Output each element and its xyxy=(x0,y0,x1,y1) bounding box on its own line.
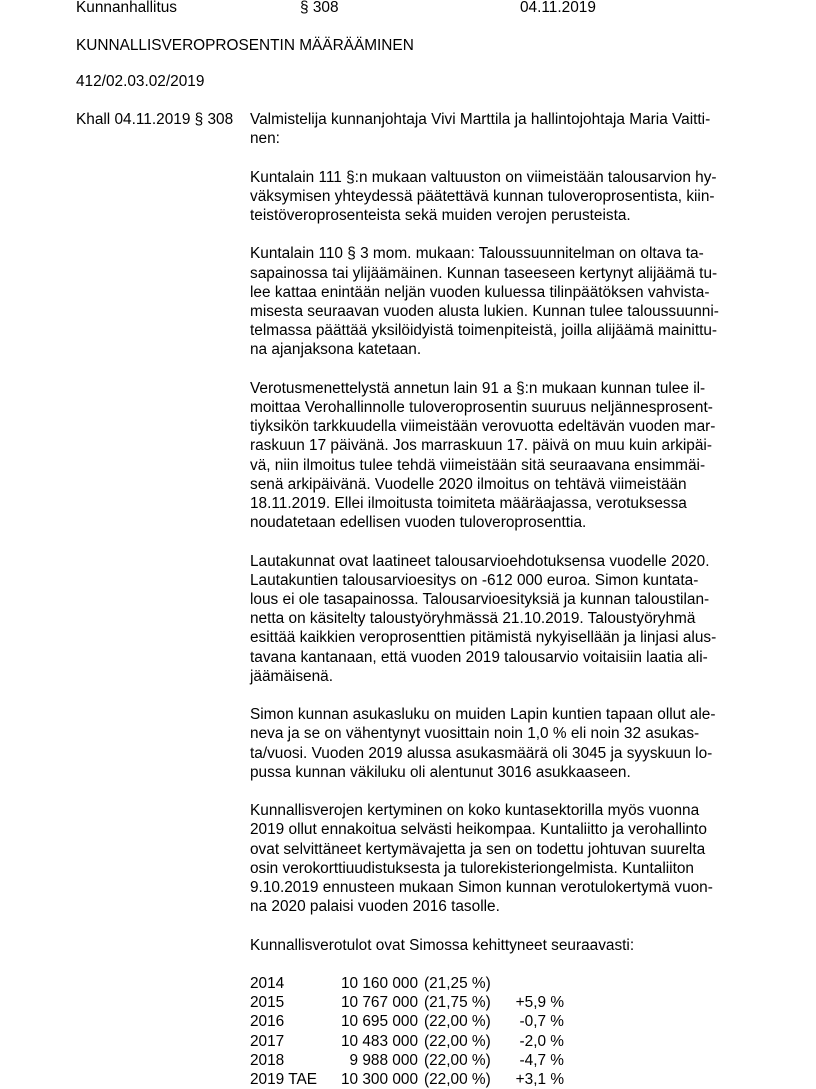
paragraph-line: Kuntalain 110 § 3 mom. mukaan: Taloussuunnitelman on oltava ta- xyxy=(250,245,704,263)
paragraph-line: jäämäisenä. xyxy=(250,667,333,685)
change-cell: -2,0 % xyxy=(519,1032,564,1050)
paragraph-line: 9.10.2019 ennusteen mukaan Simon kunnan verotulokertymä vuon- xyxy=(250,879,713,897)
year-cell: 2018 xyxy=(250,1051,285,1069)
minutes-reference: Khall 04.11.2019 § 308 xyxy=(76,111,234,128)
paragraph-line: nen: xyxy=(250,130,280,148)
rate-cell: (22,00 %) xyxy=(424,1032,491,1050)
paragraph-line: väksymisen yhteydessä päätettävä kunnan tuloveroprosentista, kiin- xyxy=(250,187,715,205)
rate-cell: (21,75 %) xyxy=(424,994,491,1012)
paragraph-line: Kuntalain 111 §:n mukaan valtuuston on viimeistään talousarvion hy- xyxy=(250,168,717,186)
paragraph xyxy=(250,801,750,916)
paragraph-line: Lautakunnat ovat laatineet talousarvioehdotuksensa vuodelle 2020. xyxy=(250,552,710,570)
paragraph-line: ovat selvittäneet kertymävajetta ja sen on todettu johtuvan suurelta xyxy=(250,840,706,858)
year-cell: 2015 xyxy=(250,994,285,1012)
paragraph-line: osin verokorttiuudistuksesta ja tulorekisteriongelmista. Kuntaliiton xyxy=(250,859,694,877)
paragraph xyxy=(250,705,750,782)
amount-cell: 10 483 000 xyxy=(340,1032,418,1050)
paragraph-line: na 2020 palaisi vuoden 2016 tasolle. xyxy=(250,898,500,916)
document-body xyxy=(250,110,750,1089)
header-body-name: Kunnanhallitus xyxy=(76,0,177,16)
paragraph-line: lous ei ole tasapainossa. Talousarvioesityksiä ja kunnan taloustilan- xyxy=(250,591,710,609)
paragraph-line: tiyksikön tarkkuudella viimeistään verovuotta edeltävän vuoden mar- xyxy=(250,418,716,436)
paragraph-line: raskuun 17 päivänä. Jos marraskuun 17. päivä on muu kuin arkipäi- xyxy=(250,437,712,455)
amount-cell: 10 160 000 xyxy=(340,975,418,993)
paragraph-line: pussa kunnan väkiluku oli alentunut 3016 asukkaaseen. xyxy=(250,763,631,781)
document-title: KUNNALLISVEROPROSENTIN MÄÄRÄÄMINEN xyxy=(76,37,414,54)
paragraph xyxy=(250,168,750,226)
change-cell: -4,7 % xyxy=(519,1051,564,1069)
paragraph-line: ta/vuosi. Vuoden 2019 alussa asukasmäärä oli 3045 ja syyskuun lo- xyxy=(250,744,713,762)
paragraph-line: misesta seuraavan vuoden alusta lukien. Kunnan tulee taloussuunni- xyxy=(250,303,719,320)
header-date: 04.11.2019 xyxy=(520,0,596,16)
year-cell: 2019 TAE xyxy=(250,1071,318,1089)
paragraph-line: sapainossa tai ylijäämäinen. Kunnan taseeseen kertynyt alijäämä tu- xyxy=(250,264,718,282)
year-cell: 2017 xyxy=(250,1032,285,1050)
paragraph-line: Verotusmenettelystä annetun lain 91 a §:n mukaan kunnan tulee il- xyxy=(250,379,706,397)
paragraph-line: na ajanjaksona katetaan. xyxy=(250,341,422,359)
paragraph-line: neva ja se on vähentynyt vuosittain noin 1,0 % eli noin 32 asukas- xyxy=(250,725,700,743)
paragraph-line: Kunnallisverotulot ovat Simossa kehittyneet seuraavasti: xyxy=(250,936,635,954)
rate-cell: (22,00 %) xyxy=(424,1013,491,1031)
paragraph-line: Lautakuntien talousarvioesitys on -612 000 euroa. Simon kuntata- xyxy=(250,571,699,589)
rate-cell: (21,25 %) xyxy=(424,975,491,993)
change-cell: -0,7 % xyxy=(519,1013,564,1031)
tax-revenue-table xyxy=(250,974,564,1089)
change-cell xyxy=(508,974,564,993)
paragraph-line: moittaa Verohallinnolle tuloveroprosentin suuruus neljännesprosent- xyxy=(250,399,713,416)
table-row xyxy=(250,1051,564,1070)
paragraph xyxy=(250,379,750,533)
paragraph-line: lee kattaa enintään neljän vuoden kuluessa tilinpäätöksen vahvista- xyxy=(250,283,710,301)
amount-cell: 10 300 000 xyxy=(340,1071,418,1089)
paragraph xyxy=(250,244,750,359)
paragraph-line: Valmistelija kunnanjohtaja Vivi Marttila ja hallintojohtaja Maria Vaitti- xyxy=(250,111,711,128)
table-row xyxy=(250,974,564,993)
amount-cell: 10 695 000 xyxy=(340,1013,418,1031)
change-cell: +5,9 % xyxy=(515,994,564,1012)
paragraph xyxy=(250,552,750,686)
amount-cell: 9 988 000 xyxy=(349,1051,418,1069)
table-row xyxy=(250,1032,564,1051)
paragraph-line: teistöveroprosenteista sekä muiden verojen perusteista. xyxy=(250,207,631,224)
paragraph-line: 2019 ollut ennakoitua selvästi heikompaa. Kuntaliitto ja verohallinto xyxy=(250,821,707,839)
paragraph-line: 18.11.2019. Ellei ilmoitusta toimiteta määräajassa, verotuksessa xyxy=(250,495,687,513)
rate-cell: (22,00 %) xyxy=(424,1051,491,1069)
year-cell: 2016 xyxy=(250,1013,285,1031)
paragraph xyxy=(250,110,750,148)
paragraph-line: Simon kunnan asukasluku on muiden Lapin kuntien tapaan ollut ale- xyxy=(250,706,716,724)
paragraph xyxy=(250,936,750,955)
paragraph-line: noudatetaan edellisen vuoden tuloveroprosenttia. xyxy=(250,514,587,532)
paragraph-line: tavana kantanaan, että vuoden 2019 talousarvio voitaisiin laatia ali- xyxy=(250,648,708,666)
table-row xyxy=(250,1070,564,1089)
table-row xyxy=(250,993,564,1012)
rate-cell: (22,00 %) xyxy=(424,1071,491,1089)
record-number: 412/02.03.02/2019 xyxy=(76,73,205,90)
year-cell: 2014 xyxy=(250,975,285,993)
paragraph-line: vä, niin ilmoitus tulee tehdä viimeistään sitä seuraavana ensimmäi- xyxy=(250,456,706,474)
paragraph-line: senä arkipäivänä. Vuodelle 2020 ilmoitus on tehtävä viimeistään xyxy=(250,475,687,493)
table-row xyxy=(250,1012,564,1031)
header-section-number: § 308 xyxy=(300,0,339,16)
amount-cell: 10 767 000 xyxy=(340,994,418,1012)
change-cell: +3,1 % xyxy=(515,1071,564,1089)
paragraph-line: esittää kaikkien veroprosenttien pitämistä nykyisellään ja linjasi alus- xyxy=(250,629,717,647)
paragraph-line: netta on käsitelty taloustyöryhmässä 21.10.2019. Taloustyöryhmä xyxy=(250,610,696,628)
paragraph-line: Kunnallisverojen kertyminen on koko kuntasektorilla myös vuonna xyxy=(250,802,700,820)
paragraph-line: telmassa päättää yksilöidyistä toimenpiteistä, joilla alijäämä mainittu- xyxy=(250,322,718,340)
